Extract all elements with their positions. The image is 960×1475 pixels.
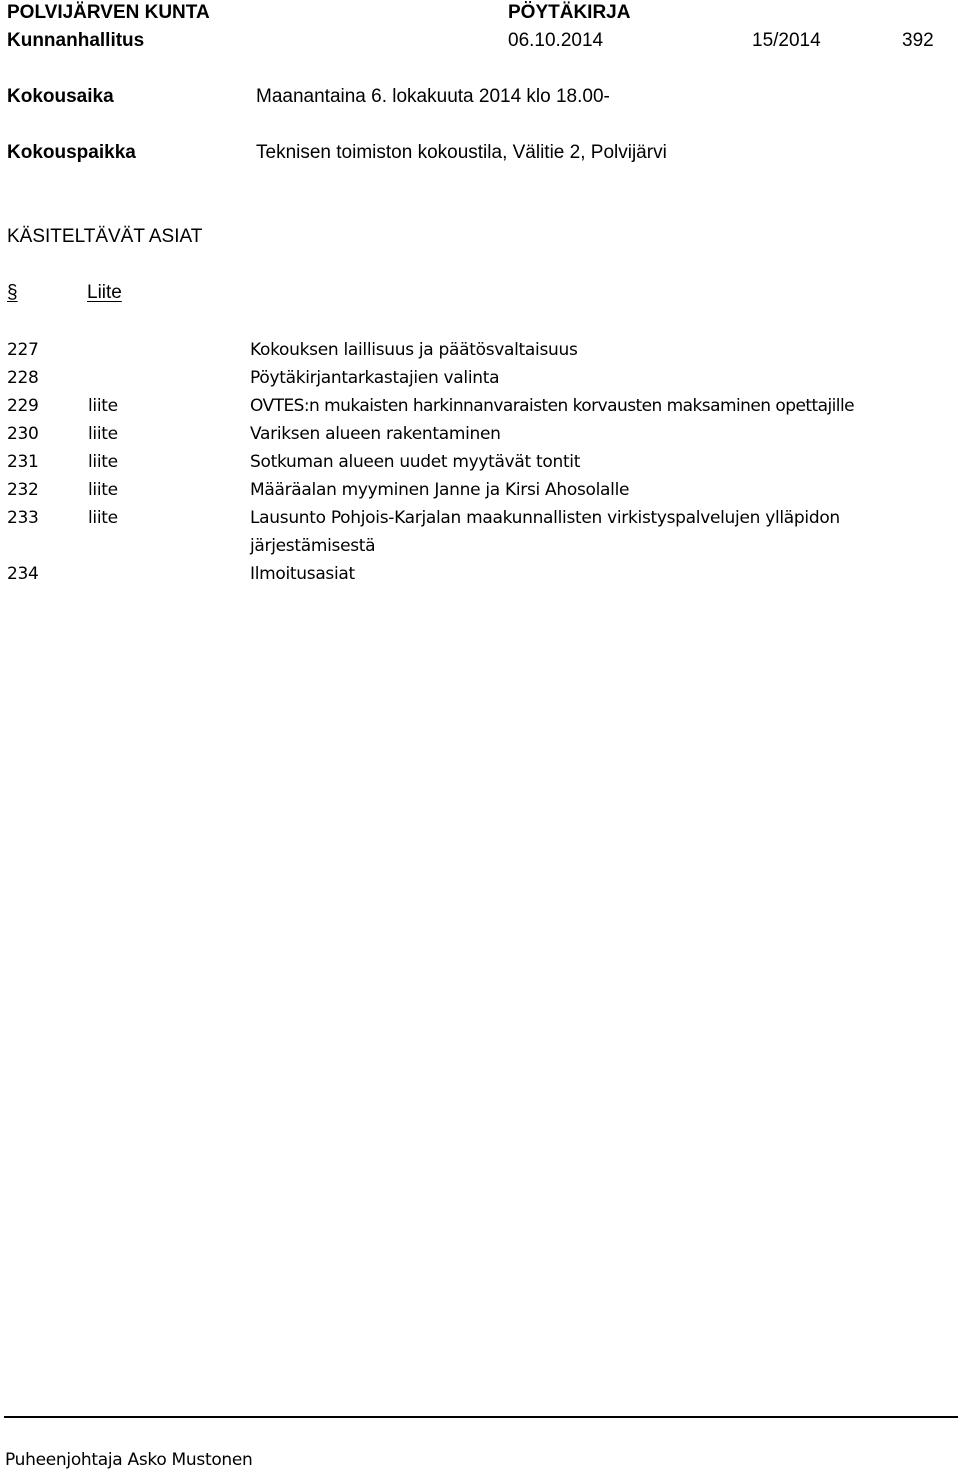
agenda-item-title: OVTES:n mukaisten harkinnanvaraisten korvausten maksaminen opettajille [250, 396, 855, 416]
meeting-place-value: Teknisen toimiston kokoustila, Välitie 2, Polvijärvi [256, 142, 667, 163]
section-number: 231 [7, 452, 39, 472]
section-number: 234 [7, 564, 39, 584]
section-number: 229 [7, 396, 39, 416]
section-number: 228 [7, 368, 39, 388]
agenda-row [7, 560, 957, 588]
meeting-time-label: Kokousaika [7, 86, 114, 107]
section-number: 232 [7, 480, 39, 500]
attachment-column-header: Liite [87, 282, 122, 303]
attachment-marker: liite [88, 424, 118, 444]
meeting-time-value: Maanantaina 6. lokakuuta 2014 klo 18.00- [256, 86, 610, 107]
document-type: PÖYTÄKIRJA [508, 2, 631, 23]
agenda-list [7, 336, 957, 588]
agenda-item-title: Kokouksen laillisuus ja päätösvaltaisuus [250, 340, 578, 360]
agenda-item-title: Lausunto Pohjois-Karjalan maakunnallisten virkistyspalvelujen ylläpidon järjestämisestä [250, 508, 840, 556]
agenda-row [7, 392, 957, 420]
section-column-header: § [7, 282, 18, 303]
section-number: 227 [7, 340, 39, 360]
section-number: 230 [7, 424, 39, 444]
page-number: 392 [902, 30, 934, 51]
meeting-place-label: Kokouspaikka [7, 142, 136, 163]
meeting-number: 15/2014 [752, 30, 821, 51]
municipality-name: POLVIJÄRVEN KUNTA [7, 2, 210, 23]
footer-divider [4, 1416, 958, 1418]
governing-body: Kunnanhallitus [7, 30, 145, 51]
attachment-marker: liite [88, 508, 118, 528]
agenda-title: KÄSITELTÄVÄT ASIAT [7, 226, 203, 247]
agenda-item-title: Pöytäkirjantarkastajien valinta [250, 368, 500, 388]
attachment-marker: liite [88, 480, 118, 500]
section-number: 233 [7, 508, 39, 528]
attachment-marker: liite [88, 452, 118, 472]
agenda-row [7, 448, 957, 476]
agenda-item-title: Sotkuman alueen uudet myytävät tontit [250, 452, 581, 472]
agenda-row [7, 476, 957, 504]
meeting-date: 06.10.2014 [508, 30, 604, 51]
chairperson-signature-line: Puheenjohtaja Asko Mustonen [5, 1450, 253, 1470]
attachment-marker: liite [88, 396, 118, 416]
agenda-row [7, 336, 957, 364]
agenda-row [7, 364, 957, 392]
agenda-item-title: Ilmoitusasiat [250, 564, 355, 584]
agenda-row [7, 504, 957, 560]
agenda-item-title: Määräalan myyminen Janne ja Kirsi Ahosolalle [250, 480, 630, 500]
agenda-row [7, 420, 957, 448]
agenda-item-title: Variksen alueen rakentaminen [250, 424, 501, 444]
